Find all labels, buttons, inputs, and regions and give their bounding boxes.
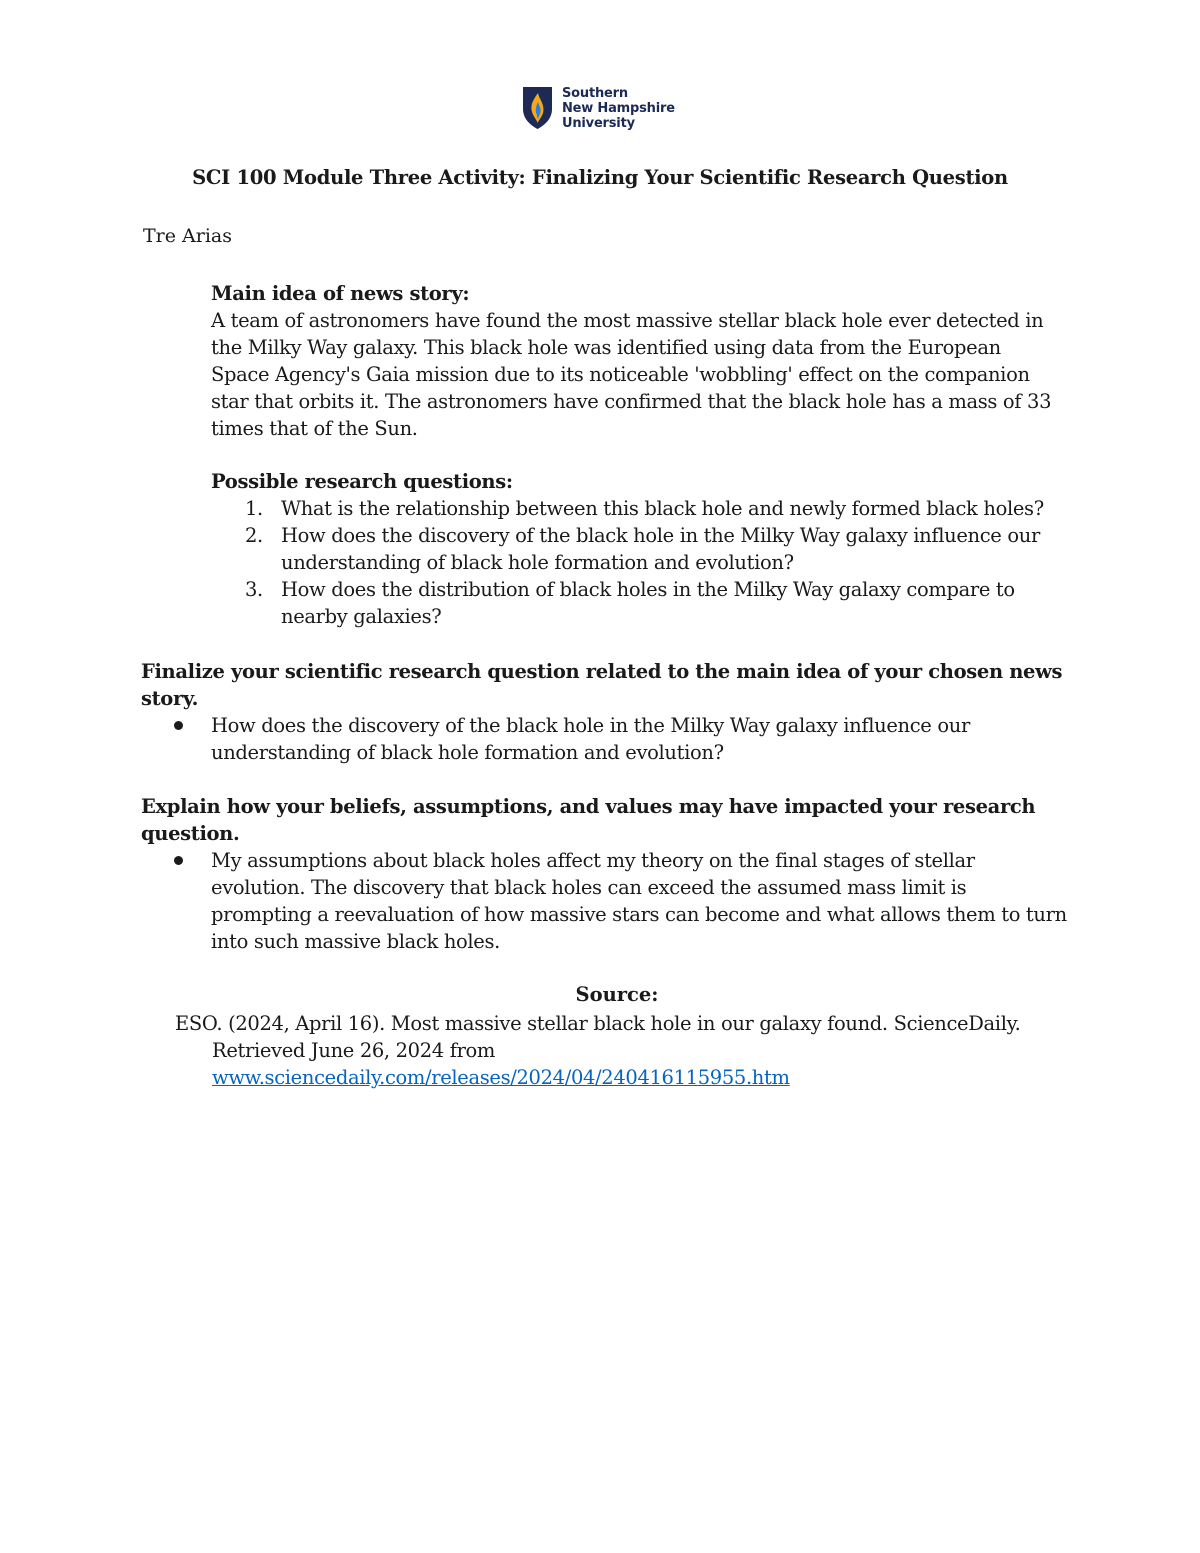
list-item-text: evolution. The discovery that black holes can exceed the assumed mass limit is xyxy=(211,876,967,899)
paragraph-line: the Milky Way galaxy. This black hole was identified using data from the European xyxy=(211,336,1001,359)
main-idea-paragraph xyxy=(211,307,1111,442)
shield-flame-icon xyxy=(521,85,554,131)
list-item xyxy=(141,712,1071,766)
paragraph-line: A team of astronomers have found the most massive stellar black hole ever detected in xyxy=(211,309,1044,332)
paragraph-line: Space Agency's Gaia mission due to its noticeable 'wobbling' effect on the companion xyxy=(211,363,1030,386)
source-heading: Source: xyxy=(575,983,659,1006)
logo-line: New Hampshire xyxy=(562,100,675,116)
list-item-text: My assumptions about black holes affect my theory on the final stages of stellar xyxy=(211,849,975,872)
list-item xyxy=(141,847,1071,955)
document-title: SCI 100 Module Three Activity: Finalizing Your Scientific Research Question xyxy=(192,166,1008,189)
finalize-section xyxy=(141,658,1071,766)
list-item-text: understanding of black hole formation and evolution? xyxy=(281,551,794,574)
list-item-text: How does the discovery of the black hole in the Milky Way galaxy influence our xyxy=(281,524,1040,547)
beliefs-section xyxy=(141,793,1071,955)
list-number: 3. xyxy=(245,578,263,601)
main-idea-section xyxy=(211,280,1111,442)
list-item-text: How does the discovery of the black hole in the Milky Way galaxy influence our xyxy=(211,714,970,737)
list-item-text: nearby galaxies? xyxy=(281,605,442,628)
paragraph-line: times that of the Sun. xyxy=(211,417,418,440)
beliefs-heading-line: question. xyxy=(141,822,240,845)
list-item xyxy=(211,495,1111,522)
citation xyxy=(175,1010,1055,1091)
author-name: Tre Arias xyxy=(143,225,232,247)
list-number: 2. xyxy=(245,524,263,547)
list-item-text: understanding of black hole formation and evolution? xyxy=(211,741,724,764)
logo-wordmark xyxy=(562,86,675,131)
list-item-text: What is the relationship between this black hole and newly formed black holes? xyxy=(281,497,1044,520)
bullet-icon xyxy=(174,721,183,730)
paragraph-line: star that orbits it. The astronomers have confirmed that the black hole has a mass of 33 xyxy=(211,390,1052,413)
bullet-list xyxy=(141,847,1071,955)
beliefs-heading-line: Explain how your beliefs, assumptions, and values may have impacted your research xyxy=(141,795,1036,818)
finalize-heading-line: story. xyxy=(141,687,199,710)
main-idea-heading: Main idea of news story: xyxy=(211,282,470,305)
list-number: 1. xyxy=(245,497,263,520)
list-item-text: into such massive black holes. xyxy=(211,930,500,953)
bullet-list xyxy=(141,712,1071,766)
university-logo xyxy=(521,85,675,131)
citation-line: Retrieved June 26, 2024 from xyxy=(212,1039,496,1062)
possible-questions-section xyxy=(211,468,1111,630)
finalize-heading-line: Finalize your scientific research question related to the main idea of your chosen news xyxy=(141,660,1063,683)
possible-questions-heading: Possible research questions: xyxy=(211,470,513,493)
citation-line: ESO. (2024, April 16). Most massive stellar black hole in our galaxy found. ScienceDaily. xyxy=(175,1012,1021,1035)
list-item xyxy=(211,576,1111,630)
source-link[interactable]: www.sciencedaily.com/releases/2024/04/240416115955.htm xyxy=(212,1066,790,1089)
list-item xyxy=(211,522,1111,576)
list-item-text: prompting a reevaluation of how massive stars can become and what allows them to turn xyxy=(211,903,1067,926)
logo-line: Southern xyxy=(562,85,628,101)
numbered-list xyxy=(211,495,1111,630)
list-item-text: How does the distribution of black holes in the Milky Way galaxy compare to xyxy=(281,578,1015,601)
logo-line: University xyxy=(562,115,635,131)
bullet-icon xyxy=(174,856,183,865)
